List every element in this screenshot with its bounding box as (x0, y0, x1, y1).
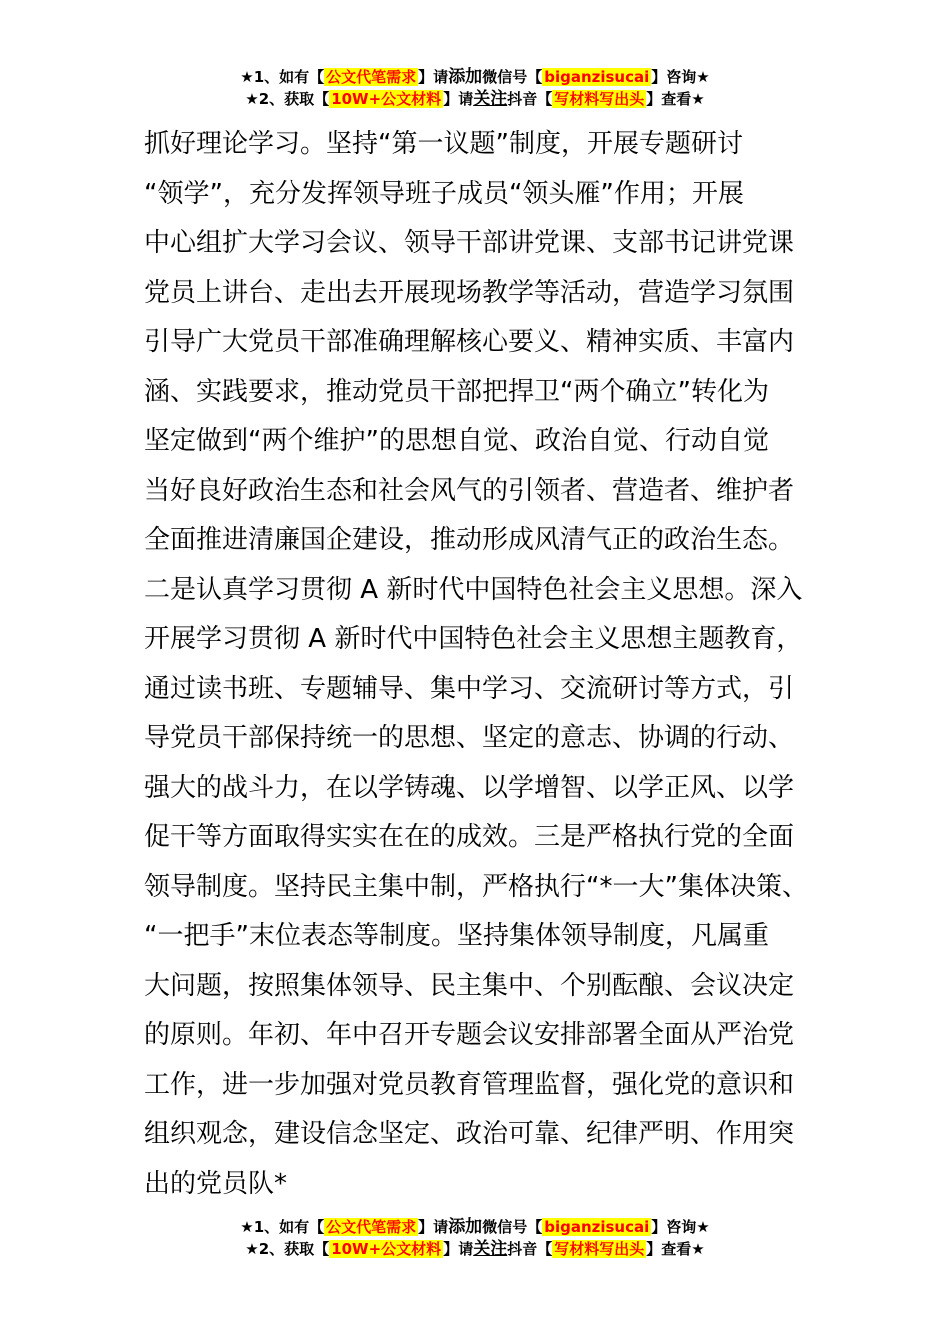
highlight-need: 公文代笔需求 (326, 1218, 417, 1236)
body-line: 出的党员队* (144, 1168, 288, 1199)
body-line: “一把手”末位表态等制度。坚持集体领导制度，凡属重 (144, 921, 769, 951)
banner-emphasis: 添加 (448, 1217, 483, 1237)
banner-text: ★2、获取【 (245, 1240, 330, 1258)
highlight-wechat-id: biganzisucai (544, 68, 650, 86)
banner-text: ★2、获取【 (245, 90, 330, 108)
banner-text: 】咨询★ (651, 1218, 710, 1236)
banner-line-2 (0, 1238, 950, 1260)
body-line: 党员上讲台、走出去开展现场教学等活动，营造学习氛围 (144, 277, 795, 308)
body-line: 通过读书班、专题辅导、集中学习、交流研讨等方式，引 (144, 673, 795, 704)
highlight-douyin: 写材料写出头 (554, 1240, 645, 1258)
body-line: 组织观念，建设信念坚定、政治可靠、纪律严明、作用突 (144, 1119, 795, 1149)
highlight-materials: 10W+公文材料 (331, 90, 442, 108)
banner-line-1 (0, 1216, 950, 1238)
banner-text: 】查看★ (646, 90, 705, 108)
document-body (144, 120, 824, 1209)
footer-banner (0, 1216, 950, 1260)
highlight-wechat-id: biganzisucai (544, 1218, 650, 1236)
banner-text: 抖音【 (507, 1240, 553, 1258)
body-line: 大问题，按照集体领导、民主集中、个别酝酿、会议决定 (144, 970, 795, 1001)
banner-emphasis: 关注 (473, 1239, 508, 1259)
highlight-materials: 10W+公文材料 (331, 1240, 442, 1258)
banner-text: 抖音【 (507, 90, 553, 108)
banner-text: 】请 (443, 1240, 474, 1258)
banner-text: 微信号【 (482, 1218, 543, 1236)
body-line: 引导广大党员干部准确理解核心要义、精神实质、丰富内 (144, 327, 795, 357)
banner-text: 】请 (443, 90, 474, 108)
highlight-douyin: 写材料写出头 (554, 90, 645, 108)
body-line: 全面推进清廉国企建设，推动形成风清气正的政治生态。 (144, 525, 795, 555)
body-line: 的原则。年初、年中召开专题会议安排部署全面从严治党 (144, 1020, 795, 1050)
banner-text: 】咨询★ (651, 68, 710, 86)
banner-line-1 (0, 66, 950, 88)
body-line: 二是认真学习贯彻 A 新时代中国特色社会主义思想。深入 (144, 574, 803, 605)
body-line: 促干等方面取得实实在在的成效。三是严格执行党的全面 (144, 822, 795, 852)
body-line: 强大的战斗力，在以学铸魂、以学增智、以学正风、以学 (144, 772, 795, 803)
body-line: 领导制度。坚持民主集中制，严格执行“*一大”集体决策、 (144, 871, 808, 902)
banner-text: 】请 (418, 68, 449, 86)
body-line: 坚定做到“两个维护”的思想自觉、政治自觉、行动自觉 (144, 426, 769, 456)
body-line: 中心组扩大学习会议、领导干部讲党课、支部书记讲党课 (144, 228, 795, 258)
banner-emphasis: 添加 (448, 67, 483, 87)
body-line: 工作，进一步加强对党员教育管理监督，强化党的意识和 (144, 1069, 795, 1100)
body-line: 导党员干部保持统一的思想、坚定的意志、协调的行动、 (144, 723, 795, 753)
banner-text: ★1、如有【 (240, 1218, 325, 1236)
banner-text: 】请 (418, 1218, 449, 1236)
body-line: 涵、实践要求，推动党员干部把捍卫“两个确立”转化为 (144, 376, 769, 407)
body-line: 开展学习贯彻 A 新时代中国特色社会主义思想主题教育， (144, 624, 803, 654)
banner-emphasis: 关注 (473, 89, 508, 109)
banner-line-2 (0, 88, 950, 110)
highlight-need: 公文代笔需求 (326, 68, 417, 86)
header-banner (0, 66, 950, 110)
body-line: 当好良好政治生态和社会风气的引领者、营造者、维护者 (144, 475, 795, 506)
banner-text: 】查看★ (646, 1240, 705, 1258)
banner-text: 微信号【 (482, 68, 543, 86)
body-line: “领学”，充分发挥领导班子成员“领头雁”作用；开展 (144, 178, 744, 209)
body-line: 抓好理论学习。坚持“第一议题”制度，开展专题研讨 (144, 129, 743, 159)
banner-text: ★1、如有【 (240, 68, 325, 86)
